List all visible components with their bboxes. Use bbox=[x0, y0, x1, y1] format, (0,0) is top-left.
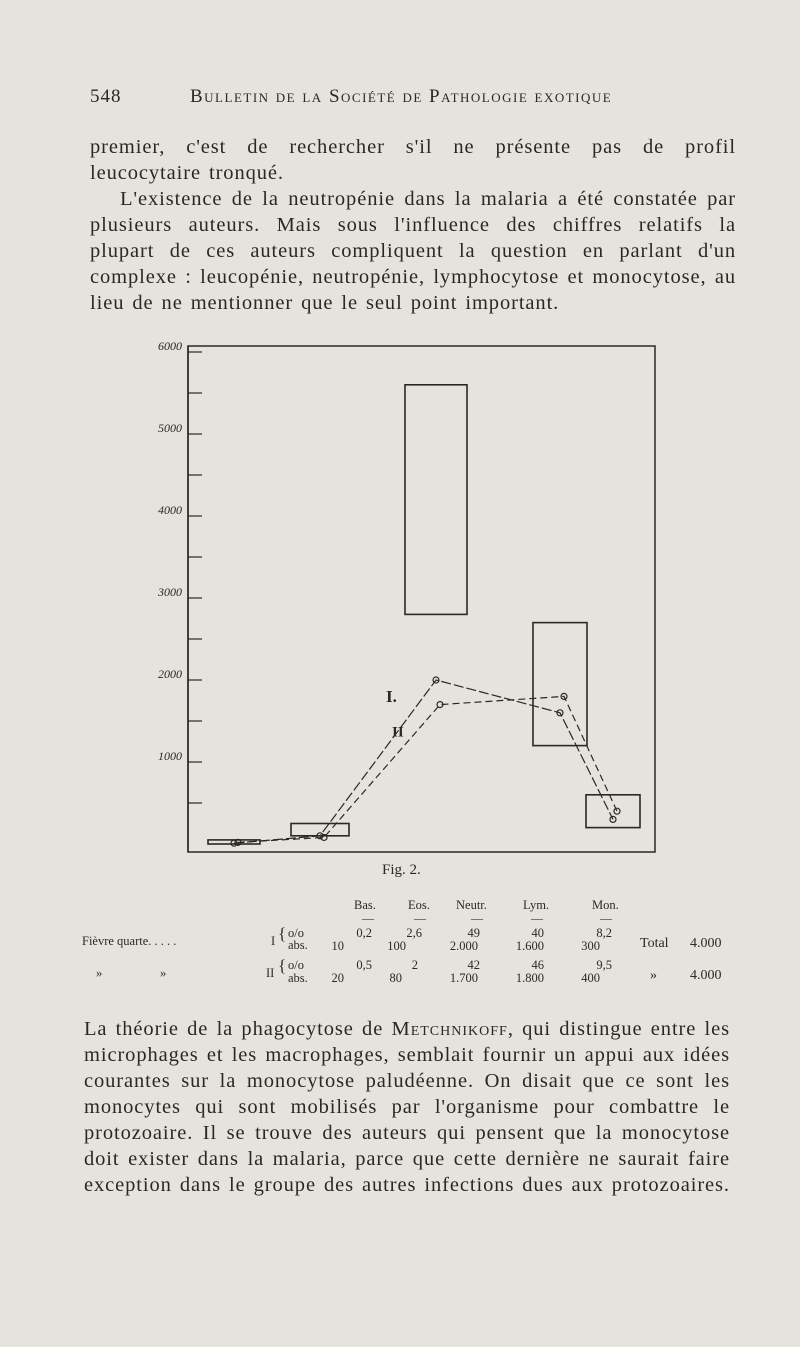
table-group-label: I bbox=[271, 934, 276, 948]
table-brace: { bbox=[278, 924, 287, 943]
table-cell: 0,5 bbox=[356, 958, 372, 972]
table-cell: 400 bbox=[581, 971, 600, 985]
page-number: 548 bbox=[90, 86, 122, 107]
table-cell: 1.800 bbox=[515, 971, 544, 985]
table-unit-pct: o/o bbox=[288, 926, 304, 940]
table-cell: 9,5 bbox=[596, 958, 612, 972]
chart-svg bbox=[150, 340, 670, 860]
leucocyte-chart bbox=[150, 340, 670, 860]
y-tick-label: 2000 bbox=[158, 667, 182, 681]
table-cell: 40 bbox=[531, 926, 544, 940]
table-total-label: » bbox=[650, 968, 657, 983]
series-label: I. bbox=[386, 687, 397, 706]
table-total-label: Total bbox=[640, 936, 669, 951]
table-brace: { bbox=[278, 956, 287, 975]
table-unit-abs: abs. bbox=[288, 971, 308, 985]
table-group-label: II bbox=[266, 966, 275, 980]
table-dash: — bbox=[362, 911, 374, 925]
paragraph-2-text-b: , qui distingue entre les microphages et les macrophages, semblait fournir un appui aux idées courantes sur la monocytose paludéenne. On disait que ce sont les monocytes qui sont mobilisés par l'organisme pour combattre le protozoaire. Il se trouve des auteurs qui pensent que la monocytose doit exister dans la malaria, parce que cette dernière ne saurait faire exception dans le groupe des autres infections dues aux protozoaires. bbox=[84, 1018, 730, 1196]
series-point bbox=[614, 808, 620, 814]
table-cell: 10 bbox=[331, 939, 344, 953]
table-cell: 46 bbox=[531, 958, 544, 972]
table-cell: 2 bbox=[411, 958, 418, 972]
table-header-bas: Bas. bbox=[354, 898, 376, 912]
table-header-eos: Eos. bbox=[408, 898, 430, 912]
paragraph-2-text-a: La théorie de la phagocytose de bbox=[84, 1018, 392, 1040]
normal-range-box bbox=[291, 824, 349, 836]
y-tick-label: 4000 bbox=[158, 503, 182, 517]
table-cell: 100 bbox=[387, 939, 406, 953]
table-header-neutr: Neutr. bbox=[456, 898, 487, 912]
y-tick-label: 1000 bbox=[158, 749, 182, 763]
table-cell: 300 bbox=[581, 939, 600, 953]
normal-range-box bbox=[533, 623, 587, 746]
table-cell: 8,2 bbox=[596, 926, 612, 940]
paragraph-1 bbox=[90, 134, 736, 316]
table-total: 4.000 bbox=[690, 968, 722, 983]
series-point bbox=[610, 816, 616, 822]
table-dash: — bbox=[531, 911, 543, 925]
table-cell: 49 bbox=[467, 926, 480, 940]
table-dash: — bbox=[471, 911, 483, 925]
series-line bbox=[238, 696, 617, 842]
figure-caption: Fig. 2. bbox=[382, 862, 421, 878]
normal-range-box bbox=[405, 385, 467, 615]
table-total: 4.000 bbox=[690, 936, 722, 951]
y-tick-label: 5000 bbox=[158, 421, 182, 435]
table-dash: — bbox=[414, 911, 426, 925]
author-name: Metchnikoff bbox=[391, 1018, 508, 1040]
table-unit-abs: abs. bbox=[288, 938, 308, 952]
table-row-label: » bbox=[160, 966, 167, 980]
table-cell: 1.600 bbox=[515, 939, 544, 953]
table-cell: 20 bbox=[331, 971, 344, 985]
paragraph-2 bbox=[84, 1016, 730, 1198]
table-cell: 42 bbox=[467, 958, 480, 972]
y-tick-label: 6000 bbox=[158, 340, 182, 353]
y-tick-label: 3000 bbox=[158, 585, 182, 599]
table-row-label: Fièvre quarte. . . . . bbox=[82, 934, 177, 948]
table-dash: — bbox=[600, 911, 612, 925]
table-row-label: » bbox=[96, 966, 103, 980]
series-line bbox=[234, 680, 613, 843]
table-header-lym: Lym. bbox=[523, 898, 550, 912]
series-label: II bbox=[392, 724, 404, 741]
leucocyte-table bbox=[72, 898, 762, 998]
table-cell: 2.000 bbox=[449, 939, 478, 953]
table-cell: 1.700 bbox=[449, 971, 478, 985]
table-cell: 80 bbox=[389, 971, 402, 985]
chart-frame bbox=[188, 346, 655, 852]
journal-title: Bulletin de la Société de Pathologie exotique bbox=[190, 86, 613, 107]
paragraph-1-lead: premier, c'est de rechercher s'il ne présente pas de profil leucocytaire tronqué. bbox=[90, 136, 736, 184]
table-cell: 0,2 bbox=[356, 926, 372, 940]
table-header-mon: Mon. bbox=[592, 898, 619, 912]
table-cell: 2,6 bbox=[406, 926, 422, 940]
paragraph-1-body: L'existence de la neutropénie dans la malaria a été constatée par plusieurs auteurs. Mais sous l'influence des chiffres relatifs la plupart de ces auteurs compliquent la question en parlant d'un complexe : leucopénie, neutropénie, lymphocytose et monocytose, au lieu de ne mentionner que le seul point important. bbox=[90, 188, 736, 314]
running-header bbox=[90, 86, 660, 112]
table-unit-pct: o/o bbox=[288, 958, 304, 972]
